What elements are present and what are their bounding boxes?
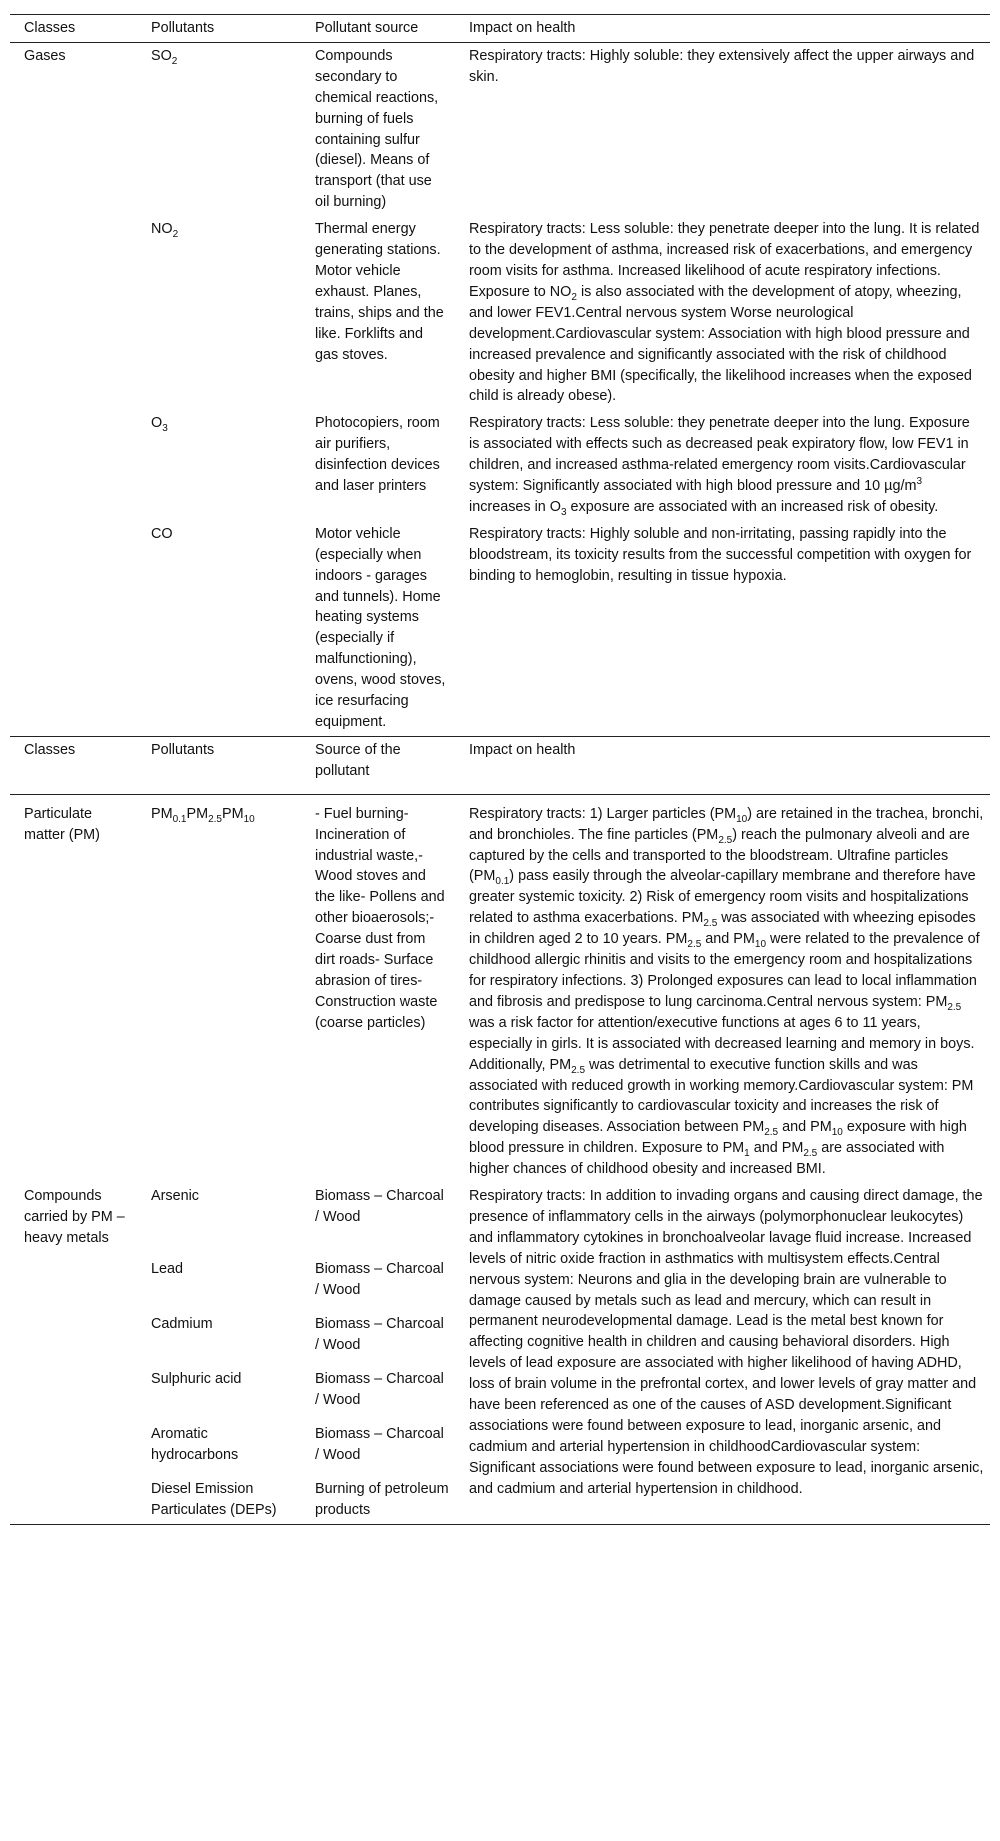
- table-header: [10, 15, 990, 43]
- pollutant-so2: $SO_2$: [151, 47, 178, 67]
- pollutant-pm: $PM_{0.1}PM_{2.5}PM_{10}$: [151, 805, 255, 825]
- table-row: [10, 801, 990, 1183]
- subheader-classes: Classes: [10, 736, 137, 794]
- table-row: [10, 410, 990, 521]
- pollutant-deps: Diesel Emission Particulates (DEPs): [151, 1481, 277, 1518]
- impact-pm: Respiratory tracts: 1) Larger particles $(PM_{10})$ are retained in the trachea, bronchi, and bronchioles. The fine particles $(PM_{2.5})$ reach the pulmonary alveoli and are captured by the cells and transported to the bloodstream. Ultrafine particles $(PM_{0.1})$ pass easily through the alveolar-capillary membrane and therefore have greater systemic toxicity. 2) Risk of emergency room visits and hospitalizations related to asthma exacerbations. $PM_{2.5}$ was associated with wheezing episodes in children aged 2 to 10 years. $PM_{2.5}$ and $PM_{10}$ were related to the prevalence of childhood allergic rhinitis and visits to the emergency room and hospitalizations for respiratory infections. 3) Prolonged exposures can lead to local inflammation and fibrosis and predispose to lung carcinoma.Central nervous system: $PM_{2.5}$ was a risk factor for attention/executive functions at ages 6 to 11 years, especially in girls. It is associated with decreased learning and memory in boys. Additionally, $PM_{2.5}$ was detrimental to executive function skills and was associated with reduced growth in working memory.Cardiovascular system: PM contributes significantly to cardiovascular toxicity and increases the risk of developing diseases. Association between $PM_{2.5}$ and $PM_{10}$ exposure with high blood pressure in children. Exposure to $PM_1$ and $PM_{2.5}$ are associated with higher chances of childhood obesity and increased BMI.: [469, 805, 984, 1178]
- table-row: [10, 42, 990, 216]
- source-sulphuric-acid: Biomass – Charcoal / Wood: [315, 1371, 444, 1408]
- pollutant-no2: $NO_2$: [151, 221, 179, 241]
- pollutant-cadmium: Cadmium: [151, 1316, 213, 1333]
- source-no2: Thermal energy generating stations. Motor vehicle exhaust. Planes, trains, ships and the like. Forklifts and gas stoves.: [315, 221, 444, 363]
- pollutant-o3: $O_3$: [151, 415, 168, 435]
- source-pm: - Fuel burning- Incineration of industrial waste,- Wood stoves and the like- Pollens and other bioaerosols;- Coarse dust from dirt roads- Surface abrasion of tires- Construction waste (coarse particles): [315, 805, 445, 1031]
- subheader-pollutants: Pollutants: [137, 736, 301, 794]
- impact-co: Respiratory tracts: Highly soluble and non-irritating, passing rapidly into the bloodstream, its toxicity results from the successful competition with oxygen for binding to hemoglobin, resulting in tissue hypoxia.: [469, 525, 972, 584]
- source-lead: Biomass – Charcoal / Wood: [315, 1261, 444, 1298]
- header-source: Pollutant source: [301, 15, 455, 43]
- pollutant-lead: Lead: [151, 1261, 184, 1278]
- pollutant-arsenic: Arsenic: [151, 1188, 199, 1205]
- source-aromatic-hydrocarbons: Biomass – Charcoal / Wood: [315, 1426, 444, 1463]
- pollutant-co: CO: [151, 525, 173, 542]
- impact-o3: Respiratory tracts: Less soluble: they penetrate deeper into the lung. Exposure is associated with effects such as decreased peak expiratory flow, low FEV1 in children, and increased asthma-related emergency room visits.Cardiovascular system: Significantly associated with high blood pressure and 10 $\mu g/m^3$ increases in $O_3$ exposure are associated with an increased risk of obesity.: [469, 415, 970, 518]
- source-cadmium: Biomass – Charcoal / Wood: [315, 1316, 444, 1353]
- header-pollutants: Pollutants: [137, 15, 301, 43]
- class-metals: Compounds carried by PM – heavy metals: [10, 1183, 137, 1524]
- impact-no2: Respiratory tracts: Less soluble: they penetrate deeper into the lung. It is related to the development of asthma, increased risk of exacerbations, and emergency room visits for asthma. Increased likelihood of acute respiratory infections. Exposure to $NO_2$ is also associated with the development of atopy, wheezing, and lower FEV1.Central nervous system Worse neurological development.Cardiovascular system: Association with high blood pressure and increased prevalence and significantly associated with the risk of childhood obesity and higher BMI (specifically, the likelihood increases when the exposed child is already obese).: [469, 221, 980, 405]
- pollutant-aromatic-hydrocarbons: Aromatic hydrocarbons: [151, 1426, 239, 1463]
- subheader-impact: Impact on health: [455, 736, 990, 794]
- impact-so2: Respiratory tracts: Highly soluble: they extensively affect the upper airways and skin.: [469, 47, 975, 85]
- table-subheader: [10, 736, 990, 794]
- source-co: Motor vehicle (especially when indoors - garages and tunnels). Home heating systems (especially if malfunctioning), ovens, wood stoves, ice resurfacing equipment.: [315, 525, 446, 730]
- impact-metals: Respiratory tracts: In addition to invading organs and causing direct damage, the presence of inflammatory cells in the airways (polymorphonuclear leukocytes) and inflammatory cytokines in bronchoalveolar lavage fluid increase. Increased levels of nitric oxide fraction in asthmatics with multisystem effects.Central nervous system: Neurons and glia in the developing brain are vulnerable to damage caused by metals such as lead and mercury, which can result in permanent neurodevelopmental damage. Lead is the metal best known for affecting cognitive health in children and causing behavioral disorders. High levels of lead exposure are associated with higher likelihood of having ADHD, loss of brain volume in the prefrontal cortex, and lower levels of gray matter and have been referenced as one of the causes of ASD development.Significant associations were found between exposure to lead, inorganic arsenic, and cadmium and arterial hypertension in childhoodCardiovascular system: Significant associations were found between exposure to lead, inorganic arsenic, and cadmium and arterial hypertension in childhood.: [455, 1183, 990, 1524]
- pollutant-sulphuric-acid: Sulphuric acid: [151, 1371, 242, 1388]
- table-row: [10, 216, 990, 410]
- table-row: [10, 521, 990, 737]
- pollutants-table: [10, 14, 990, 1525]
- source-o3: Photocopiers, room air purifiers, disinfection devices and laser printers: [315, 415, 440, 495]
- source-metals-list: [301, 1183, 455, 1524]
- header-impact: Impact on health: [455, 15, 990, 43]
- source-so2: Compounds secondary to chemical reactions, burning of fuels containing sulfur (diesel). Means of transport (that use oil burning): [315, 47, 439, 211]
- source-arsenic: Biomass – Charcoal / Wood: [315, 1188, 444, 1225]
- pollutant-metals-list: [137, 1183, 301, 1524]
- class-gases: Gases: [24, 47, 66, 64]
- subheader-source: Source of the pollutant: [301, 736, 455, 794]
- header-classes: Classes: [10, 15, 137, 43]
- source-deps: Burning of petroleum products: [315, 1481, 449, 1518]
- table-row: [10, 1183, 990, 1524]
- class-pm: Particulate matter (PM): [24, 805, 100, 843]
